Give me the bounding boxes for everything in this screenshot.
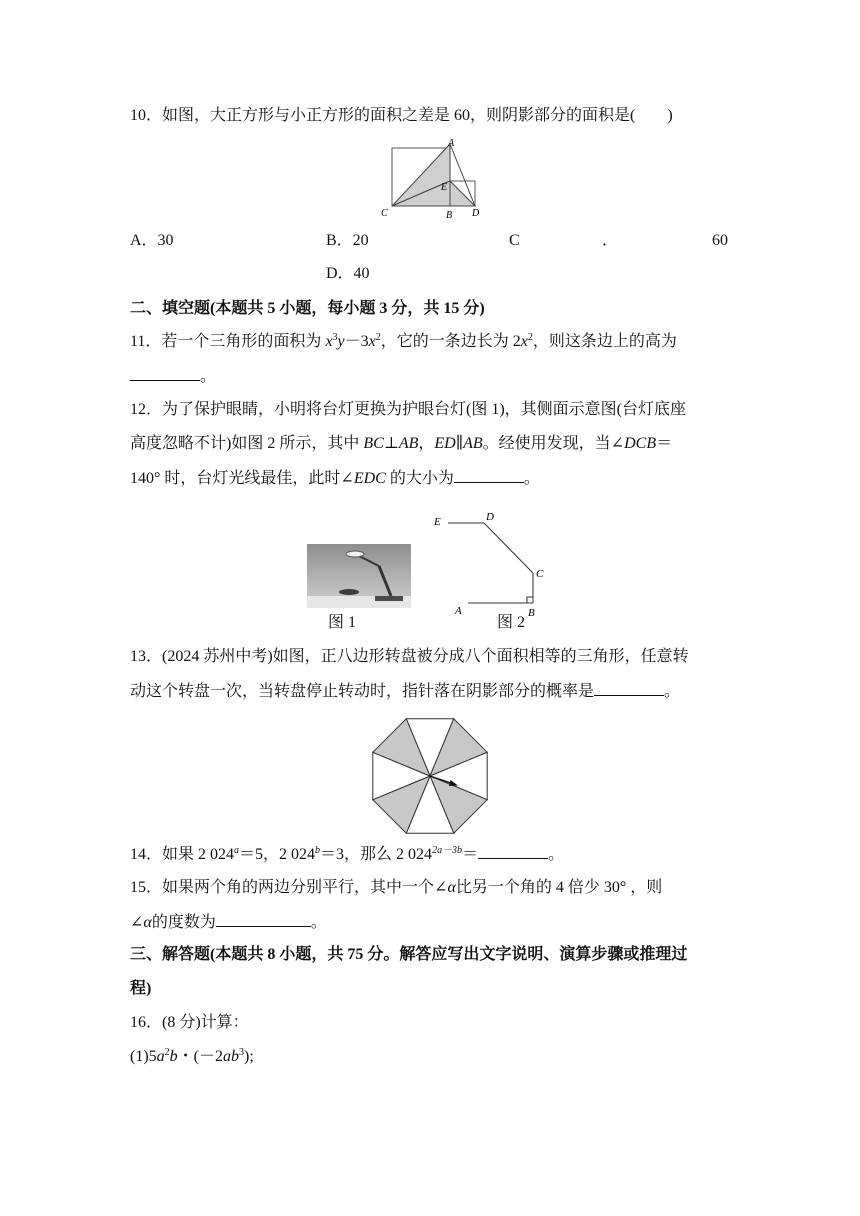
q13-octagon-spinner xyxy=(368,714,492,838)
q15-line1-b: 比另一个角的 4 倍少 30° ，则 xyxy=(455,879,663,896)
q16-number: 16． xyxy=(130,1014,163,1031)
q11-var-y: y xyxy=(337,333,345,350)
q12-bc: BC xyxy=(363,435,384,452)
q12-answer-blank[interactable] xyxy=(454,466,524,483)
q11-number: 11． xyxy=(130,333,162,350)
q11-minus-3: －3 xyxy=(344,333,369,350)
q12-line2 xyxy=(130,432,672,456)
q12-perp: ⊥ xyxy=(383,435,399,452)
q11-answer-line xyxy=(130,364,216,389)
q14-c: ＝3，那么 2 024 xyxy=(320,846,433,863)
q15-line2-b: 的度数为 xyxy=(151,914,216,931)
q13-end: 。 xyxy=(664,683,681,700)
q10-figure xyxy=(380,136,490,226)
q14-sup-b: b xyxy=(315,845,321,856)
section-3-title-line1: 三、解答题(本题共 8 小题，共 75 分。解答应写出文字说明、演算步骤或推理过 xyxy=(130,946,688,963)
q12-fig1-caption: 图 1 xyxy=(328,614,357,631)
q12-figure-2 xyxy=(428,508,558,628)
q12-fig2-label-d: D xyxy=(486,511,494,523)
section-2-title: 二、填空题(本题共 5 小题，每小题 3 分，共 15 分) xyxy=(130,300,485,317)
q11-var-x: x xyxy=(325,333,333,350)
q13-line1-text: (2024 苏州中考)如图，正八边形转盘被分成八个面积相等的三角形，任意转 xyxy=(162,648,689,665)
q13-line1 xyxy=(130,645,689,669)
q12-comma: ， xyxy=(418,435,435,452)
q12-line2-a: 高度忽略不计)如图 2 所示，其中 xyxy=(130,435,364,452)
q12-edc: EDC xyxy=(353,470,386,487)
q10-label-d: D xyxy=(472,208,480,219)
q12-fig2-label-c: C xyxy=(536,568,544,580)
q16-p1-a-exp: 2 xyxy=(164,1047,170,1058)
q14-d: ＝ xyxy=(462,846,479,863)
q10-label-e: E xyxy=(441,182,448,193)
q13-answer-blank[interactable] xyxy=(594,679,664,696)
lamp-icon xyxy=(307,544,411,608)
q11-exp-3: 3 xyxy=(332,332,338,343)
q14-b: ＝5，2 024 xyxy=(239,846,316,863)
q16-p1-end: ); xyxy=(244,1048,254,1065)
q14-sup-a: a xyxy=(234,845,240,856)
q10-stem: 如图，大正方形与小正方形的面积之差是 60，则阴影部分的面积是( ) xyxy=(162,107,673,124)
q14-text xyxy=(130,842,564,867)
q10-text xyxy=(130,104,673,128)
q12-ed: ED xyxy=(434,435,456,452)
q12-dcb: DCB xyxy=(624,435,657,452)
q16-p1-c-var: a xyxy=(223,1048,231,1065)
q10-label-c: C xyxy=(381,208,388,219)
q12-fig2-label-a: A xyxy=(455,605,462,617)
q15-answer-blank[interactable] xyxy=(216,910,311,927)
q11-text xyxy=(130,330,677,354)
q11-exp-2: 2 xyxy=(375,332,381,343)
q11-var-x2: x xyxy=(368,333,376,350)
q15-line2-a: ∠ xyxy=(130,914,144,931)
q15-alpha1: α xyxy=(447,879,456,896)
q12-fig2-caption: 图 2 xyxy=(497,614,526,631)
q16-p1-b-var: b xyxy=(169,1048,178,1065)
q15-end: 。 xyxy=(310,914,327,931)
q16-p1-a: (1)5 xyxy=(130,1048,157,1065)
q12-line1-text: 为了保护眼睛，小明将台灯更换为护眼台灯(图 1)，其侧面示意图(台灯底座 xyxy=(162,401,687,418)
q16-part1 xyxy=(130,1045,254,1069)
q15-number: 15． xyxy=(130,879,163,896)
q16-p1-dot: ・(－2 xyxy=(177,1048,223,1065)
q12-line1 xyxy=(130,398,686,422)
q14-answer-blank[interactable] xyxy=(478,842,548,859)
q12-ab2: AB xyxy=(463,435,483,452)
q12-parallel: ∥ xyxy=(455,435,464,452)
q10-option-d: D．40 xyxy=(326,265,370,282)
q12-lamp-photo xyxy=(307,544,411,608)
q13-number: 13． xyxy=(130,648,163,665)
q10-label-b: B xyxy=(446,210,453,221)
q12-fig2-label-b: B xyxy=(528,607,535,619)
q15-alpha2: α xyxy=(143,914,152,931)
q14-sup-c: 2a－3b xyxy=(432,845,463,856)
q13-line2-text: 动这个转盘一次，当转盘停止转动时，指针落在阴影部分的概率是 xyxy=(130,683,595,700)
q14-end: 。 xyxy=(548,846,565,863)
q13-line2 xyxy=(130,679,680,704)
q10-option-a: A．30 xyxy=(130,232,174,249)
q12-line3 xyxy=(130,466,540,491)
q10-label-a: A xyxy=(448,138,455,149)
q12-number: 12． xyxy=(130,401,163,418)
q10-option-c-dot: ． xyxy=(602,232,619,249)
q12-end: 。 xyxy=(523,470,540,487)
q11-answer-blank[interactable] xyxy=(130,364,200,381)
q15-line2 xyxy=(130,910,327,935)
q11-text-b: ，它的一条边长为 2 xyxy=(380,333,521,350)
q12-ab1: AB xyxy=(398,435,419,452)
q15-line1-a: 如果两个角的两边分别平行，其中一个∠ xyxy=(162,879,448,896)
q12-line3-a: 140° 时，台灯光线最佳，此时∠ xyxy=(130,470,354,487)
q11-text-a: 若一个三角形的面积为 xyxy=(161,333,326,350)
q16-p1-d-exp: 3 xyxy=(239,1047,244,1058)
q10-number: 10． xyxy=(130,107,163,124)
q10-option-b: B．20 xyxy=(326,232,369,249)
q14-number: 14． xyxy=(130,846,163,863)
q12-fig2-label-e: E xyxy=(434,516,441,528)
q15-line1 xyxy=(130,876,662,900)
q16-stem: (8 分)计算： xyxy=(162,1014,249,1031)
section-3-title-line2: 程) xyxy=(130,980,152,997)
q11-edge-exp: 2 xyxy=(527,332,533,343)
q12-line3-b: 的大小为 xyxy=(385,470,454,487)
q10-option-c-value: 60 xyxy=(712,232,728,249)
q11-edge-x: x xyxy=(520,333,528,350)
q12-line2-b: 。经使用发现，当∠ xyxy=(482,435,625,452)
q11-text-c: ，则这条边上的高为 xyxy=(532,333,677,350)
q14-a: 如果 2 024 xyxy=(162,846,235,863)
q16-p1-d-var: b xyxy=(231,1048,239,1065)
q16-text xyxy=(130,1011,249,1035)
q16-p1-a-var: a xyxy=(156,1048,165,1065)
q10-option-c-letter: C xyxy=(509,232,520,249)
q12-eq: ＝ xyxy=(656,435,673,452)
q11-end: 。 xyxy=(200,368,217,385)
